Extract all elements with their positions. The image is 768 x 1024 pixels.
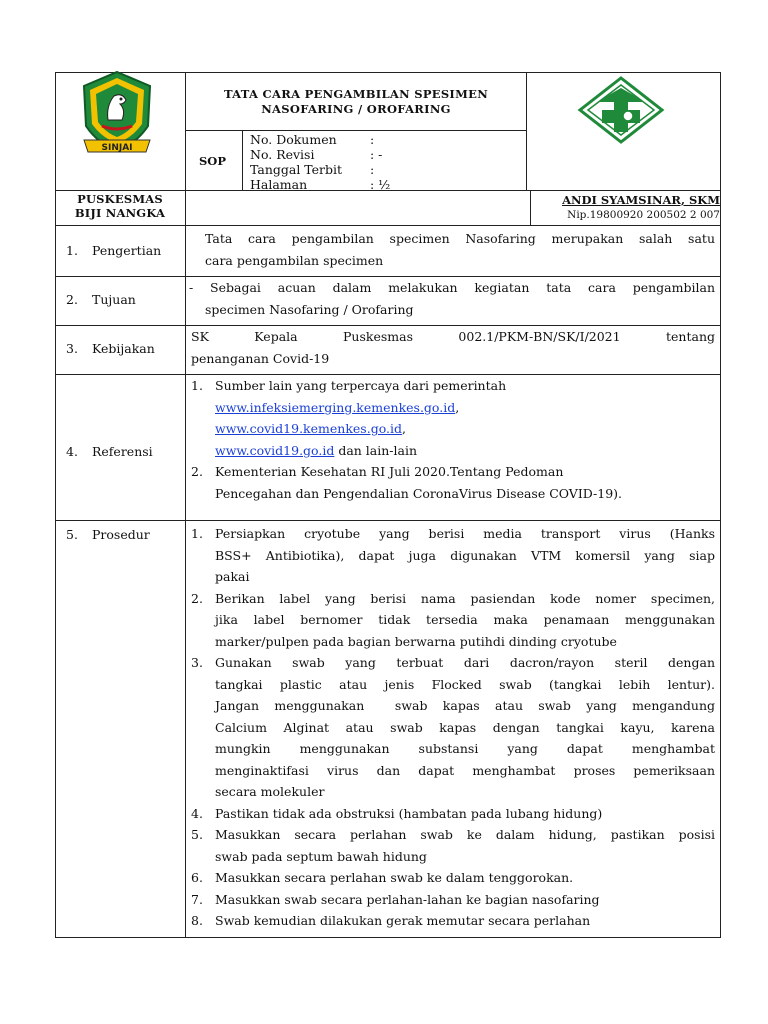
meta-value: : <box>370 132 375 147</box>
step-number: 6. <box>191 870 203 885</box>
signer-block <box>530 193 720 221</box>
text-line: Tata cara pengambilan specimen Nasofaring merupakan salah satu <box>205 231 715 246</box>
step-text-line: Berikan label yang berisi nama pasiendan kode nomer specimen, <box>215 590 715 606</box>
step-text-line: Pastikan tidak ada obstruksi (hambatan pada lubang hidung) <box>215 805 603 821</box>
link-suffix: dan lain-lain <box>334 442 418 458</box>
section-title: Referensi <box>92 444 153 459</box>
row-divider-4 <box>55 520 721 521</box>
sop-label: SOP <box>199 154 226 168</box>
section-number: 5. <box>66 527 78 542</box>
list-item <box>191 461 715 483</box>
section-number: 2. <box>66 292 78 307</box>
procedure-step <box>191 910 715 932</box>
section-content-referensi <box>191 375 715 504</box>
procedure-step <box>191 867 715 889</box>
step-text-line: Masukkan swab secara perlahan-lahan ke bagian nasofaring <box>215 891 600 907</box>
header-divider-title <box>185 130 527 131</box>
section-content-pengertian <box>205 228 715 271</box>
step-text-line: mungkin menggunakan substansi yang dapat menghambat <box>215 741 715 756</box>
meta-value: : ½ <box>370 177 391 192</box>
procedure-step <box>191 889 715 911</box>
link-covid19-go-id[interactable]: www.covid19.go.id <box>215 442 335 458</box>
section-label-pengertian <box>66 243 161 258</box>
link-separator: , <box>401 421 406 436</box>
organization-name <box>56 192 184 220</box>
list-number: 2. <box>191 464 203 479</box>
step-text-line: Swab kemudian dilakukan gerak memutar secara perlahan <box>215 913 591 928</box>
section-label-kebijakan <box>66 341 155 356</box>
header-divider-col1 <box>185 72 186 938</box>
document-title <box>186 87 526 117</box>
header-divider-col2 <box>526 72 527 190</box>
header-divider-row2 <box>55 225 721 226</box>
procedure-step <box>191 652 715 803</box>
link-separator: , <box>455 399 460 415</box>
step-number: 1. <box>191 526 203 541</box>
meta-halaman <box>250 177 390 192</box>
section-label-referensi <box>66 444 153 459</box>
procedure-step <box>191 803 715 825</box>
step-text-line: Calcium Alginat atau swab kapas dengan tangkai kayu, karena <box>215 719 715 735</box>
step-number: 8. <box>191 913 203 928</box>
puskesmas-emblem-logo <box>576 76 666 146</box>
meta-value: : - <box>370 147 383 162</box>
list-text-continued: Pencegahan dan Pengendalian CoronaVirus Disease COVID-19). <box>215 485 623 501</box>
table-border-bottom <box>55 937 721 938</box>
meta-no-dokumen <box>250 132 374 147</box>
section-title: Pengertian <box>92 243 162 258</box>
section-content-kebijakan <box>191 326 715 369</box>
section-title: Kebijakan <box>92 341 155 356</box>
step-text-line: secara molekuler <box>215 784 325 799</box>
procedure-step <box>191 523 715 588</box>
text-line: cara pengambilan specimen <box>205 252 384 268</box>
step-number: 5. <box>191 827 203 842</box>
link-infeksiemerging[interactable]: www.infeksiemerging.kemenkes.go.id <box>215 399 456 415</box>
step-text-line: jika label bernomer tidak tersedia maka penamaan menggunakan <box>215 612 715 627</box>
section-content-prosedur <box>191 523 715 932</box>
signer-name: ANDI SYAMSINAR, SKM <box>562 193 720 207</box>
step-text-line: BSS+ Antibiotika), dapat juga digunakan VTM komersil yang siap <box>215 547 715 563</box>
section-content-tujuan <box>189 277 715 320</box>
step-number: 7. <box>191 891 203 907</box>
meta-label: No. Revisi <box>250 147 315 162</box>
section-number: 1. <box>66 243 78 258</box>
title-line-2: NASOFARING / OROFARING <box>261 102 451 116</box>
step-text-line: Persiapkan cryotube yang berisi media transport virus (Hanks <box>215 526 715 541</box>
text-line: - Sebagai acuan dalam melakukan kegiatan tata cara pengambilan <box>189 280 715 295</box>
crest-banner-text: SINJAI <box>101 143 133 153</box>
section-number: 4. <box>66 444 78 459</box>
step-text-line: marker/pulpen pada bagian berwarna putihdi dinding cryotube <box>215 633 617 649</box>
procedure-step <box>191 824 715 867</box>
step-text-line: Masukkan secara perlahan swab ke dalam hidung, pastikan posisi <box>215 827 715 842</box>
title-line-1: TATA CARA PENGAMBILAN SPESIMEN <box>223 87 489 101</box>
text-line: SK Kepala Puskesmas 002.1/PKM-BN/SK/I/2021 tentang <box>191 329 715 344</box>
header-divider-sop <box>242 130 243 190</box>
section-number: 3. <box>66 341 78 356</box>
signer-nip: Nip.19800920 200502 2 007 <box>567 209 720 221</box>
org-line-1: PUSKESMAS <box>77 192 163 206</box>
list-number: 1. <box>191 378 203 393</box>
step-text-line: swab pada septum bawah hidung <box>215 848 427 864</box>
meta-value: : <box>370 162 375 177</box>
step-text-line: Jangan menggunakan swab kapas atau swab yang mengandung <box>215 698 715 713</box>
section-label-tujuan <box>66 292 136 307</box>
list-text: Kementerian Kesehatan RI Juli 2020.Tentang Pedoman <box>215 464 564 479</box>
link-line <box>191 397 715 419</box>
org-line-2: BIJI NANGKA <box>74 206 166 220</box>
meta-no-revisi <box>250 147 382 162</box>
step-text-line: tangkai plastic atau jenis Flocked swab (tangkai lebih lentur). <box>215 676 715 692</box>
procedure-step <box>191 588 715 653</box>
step-number: 3. <box>191 655 203 670</box>
step-number: 4. <box>191 805 203 821</box>
list-text: Sumber lain yang terpercaya dari pemerintah <box>215 378 507 393</box>
section-title: Tujuan <box>92 292 136 307</box>
table-border-right <box>720 72 721 938</box>
meta-label: No. Dokumen <box>250 132 337 147</box>
step-text-line: Gunakan swab yang terbuat dari dacron/rayon steril dengan <box>215 655 715 670</box>
link-covid19-kemenkes[interactable]: www.covid19.kemenkes.go.id <box>215 421 402 436</box>
text-line: penanganan Covid-19 <box>191 350 330 366</box>
step-text-line: pakai <box>215 569 250 584</box>
meta-label: Tanggal Terbit <box>250 162 343 177</box>
section-title: Prosedur <box>92 527 150 542</box>
step-number: 2. <box>191 590 203 606</box>
link-line <box>191 418 715 440</box>
sinjai-crest-logo <box>76 70 158 158</box>
section-label-prosedur <box>66 527 150 542</box>
link-line <box>191 440 715 462</box>
text-line: specimen Nasofaring / Orofaring <box>205 301 414 317</box>
meta-label: Halaman <box>250 177 308 192</box>
step-text-line: Masukkan secara perlahan swab ke dalam tenggorokan. <box>215 870 574 885</box>
meta-tanggal-terbit <box>250 162 374 177</box>
step-text-line: menginaktifasi virus dan dapat menghambat proses pemeriksaan <box>215 762 715 778</box>
list-item <box>191 375 715 397</box>
